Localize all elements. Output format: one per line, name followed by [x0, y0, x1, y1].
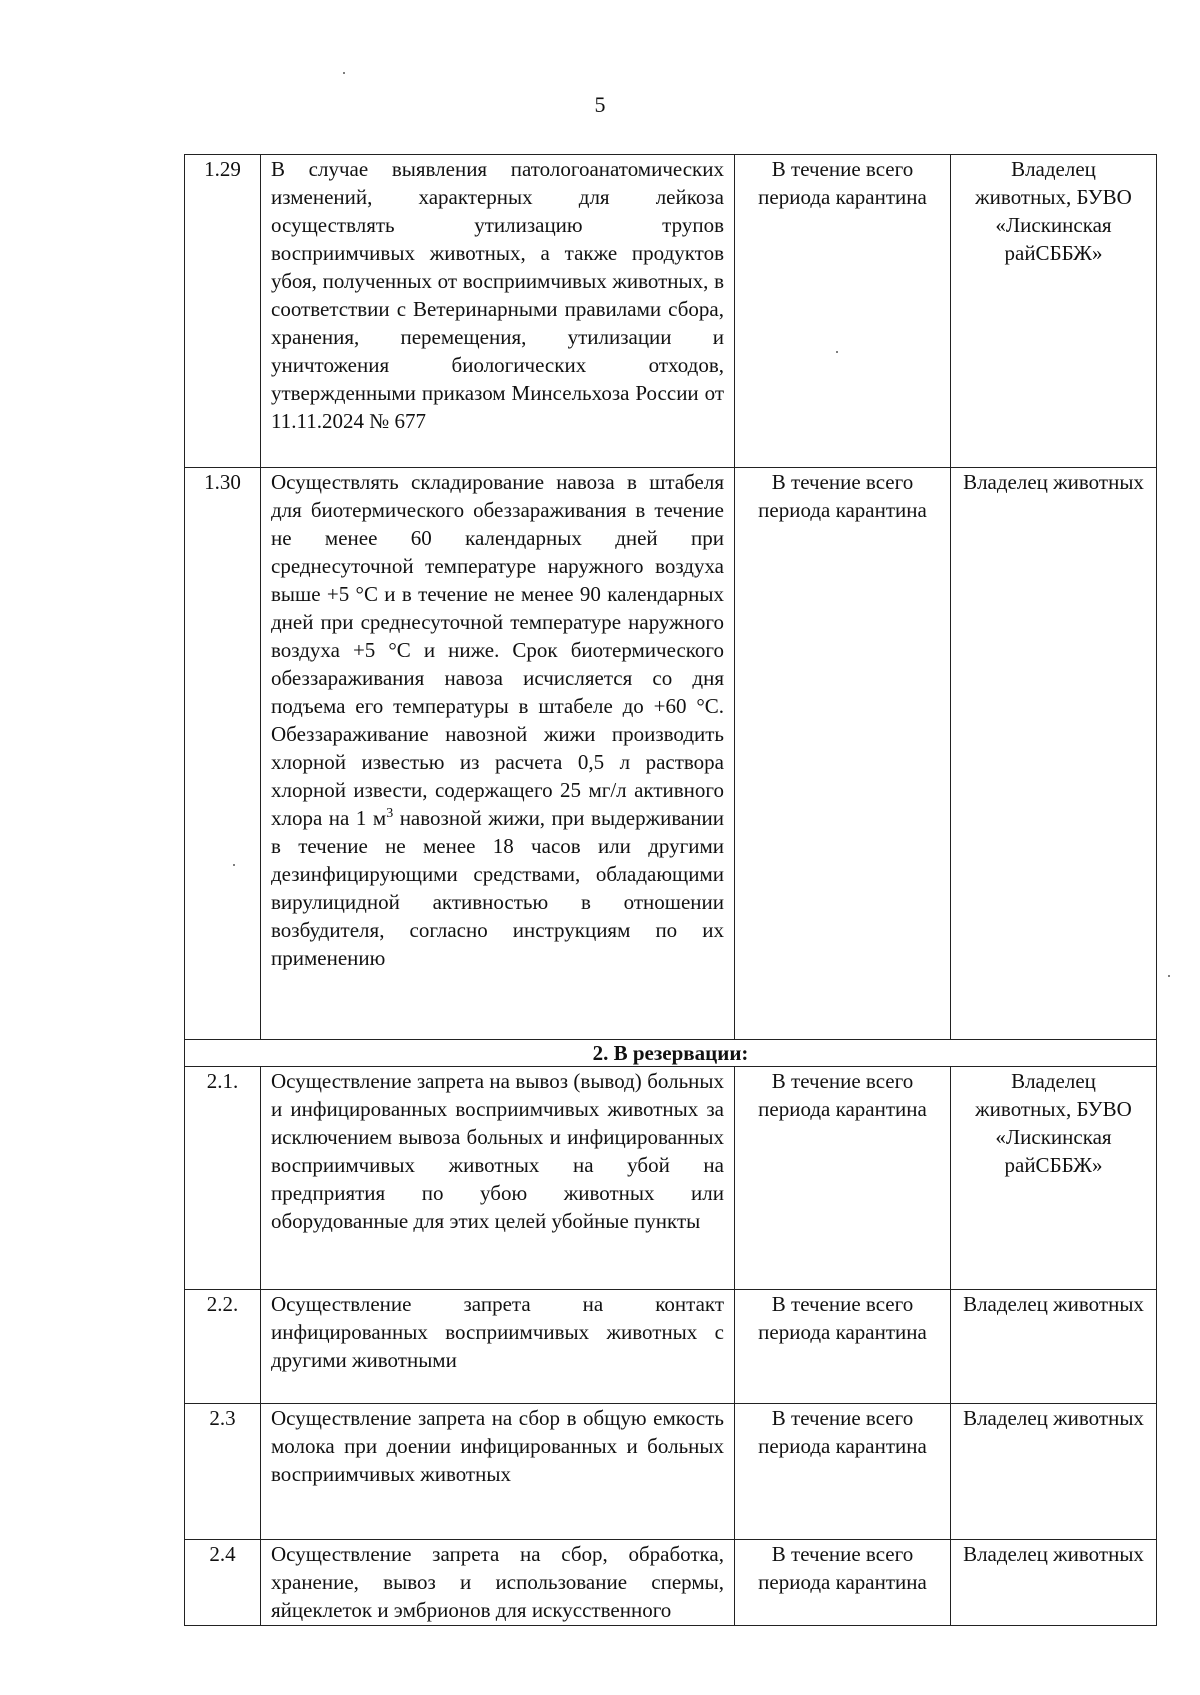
measure-text	[261, 468, 735, 1040]
measure-text: Осуществление запрета на сбор в общую емкость молока при доении инфицированных и больных восприимчивых животных	[261, 1404, 735, 1540]
table-row	[185, 1067, 1157, 1290]
term-cell: В течение всего периода карантина	[735, 155, 951, 468]
row-number: 2.2.	[185, 1290, 261, 1404]
measure-text: Осуществление запрета на сбор, обработка, хранение, вывоз и использование спермы, яйцеклеток и эмбрионов для искусственного	[261, 1540, 735, 1626]
table-row	[185, 155, 1157, 468]
table-row	[185, 1540, 1157, 1626]
scan-speck	[233, 864, 235, 866]
responsible-cell: Владелец животных	[951, 1290, 1157, 1404]
responsible-cell: Владелец животных	[951, 1404, 1157, 1540]
superscript: 3	[386, 806, 394, 821]
measure-text-part: Осуществлять складирование навоза в штабеля для биотермического обеззараживания в течение не менее 60 календарных дней при среднесуточной температуре наружного воздуха выше +5 °С и в течение не менее 90 календарных дней при среднесуточной температуре наружного воздуха +5 °С и ниже. Срок биотермического обеззараживания навоза исчисляется со дня подъема его температуры в штабеле до +60 °С. Обеззараживание навозной жижи производить хлорной известью из расчета 0,5 л раствора хлорной извести, содержащего 25 мг/л активного хлора на 1 м	[271, 470, 724, 830]
scan-speck	[836, 351, 838, 353]
section-heading: 2. В резервации:	[185, 1040, 1157, 1067]
scan-speck	[1168, 975, 1170, 977]
measure-text: Осуществление запрета на вывоз (вывод) больных и инфицированных восприимчивых животных за исключением вывоза больных и инфицированных восприимчивых животных на убой на предприятия по убою животных или оборудованные для этих целей убойные пункты	[261, 1067, 735, 1290]
scan-speck	[343, 72, 345, 74]
section-heading-row	[185, 1040, 1157, 1067]
term-cell: В течение всего периода карантина	[735, 1540, 951, 1626]
row-number: 1.29	[185, 155, 261, 468]
page-number: 5	[594, 92, 606, 117]
row-number: 2.4	[185, 1540, 261, 1626]
measure-text-part: навозной жижи, при выдерживании в течение не менее 18 часов или другими дезинфицирующими средствами, обладающими вирулицидной активностью в отношении возбудителя, согласно инструкциям по их применению	[271, 806, 725, 970]
row-number: 2.1.	[185, 1067, 261, 1290]
responsible-cell: Владелец животных	[951, 468, 1157, 1040]
responsible-cell: Владелец животных, БУВО «Лискинская райСББЖ»	[951, 155, 1157, 468]
term-cell: В течение всего периода карантина	[735, 468, 951, 1040]
responsible-cell: Владелец животных	[951, 1540, 1157, 1626]
responsible-cell: Владелец животных, БУВО «Лискинская райСББЖ»	[951, 1067, 1157, 1290]
row-number: 2.3	[185, 1404, 261, 1540]
table-row	[185, 1404, 1157, 1540]
table-row	[185, 468, 1157, 1040]
term-cell: В течение всего периода карантина	[735, 1404, 951, 1540]
measure-text: В случае выявления патологоанатомических изменений, характерных для лейкоза осуществлять утилизацию трупов восприимчивых животных, а также продуктов убоя, полученных от восприимчивых животных, в соответствии с Ветеринарными правилами сбора, хранения, перемещения, утилизации и уничтожения биологических отходов, утвержденными приказом Минсельхоза России от 11.11.2024 № 677	[261, 155, 735, 468]
row-number: 1.30	[185, 468, 261, 1040]
term-cell: В течение всего периода карантина	[735, 1290, 951, 1404]
table-row	[185, 1290, 1157, 1404]
measure-text: Осуществление запрета на контакт инфицированных восприимчивых животных с другими животными	[261, 1290, 735, 1404]
term-cell: В течение всего периода карантина	[735, 1067, 951, 1290]
measures-table	[184, 154, 1157, 1626]
